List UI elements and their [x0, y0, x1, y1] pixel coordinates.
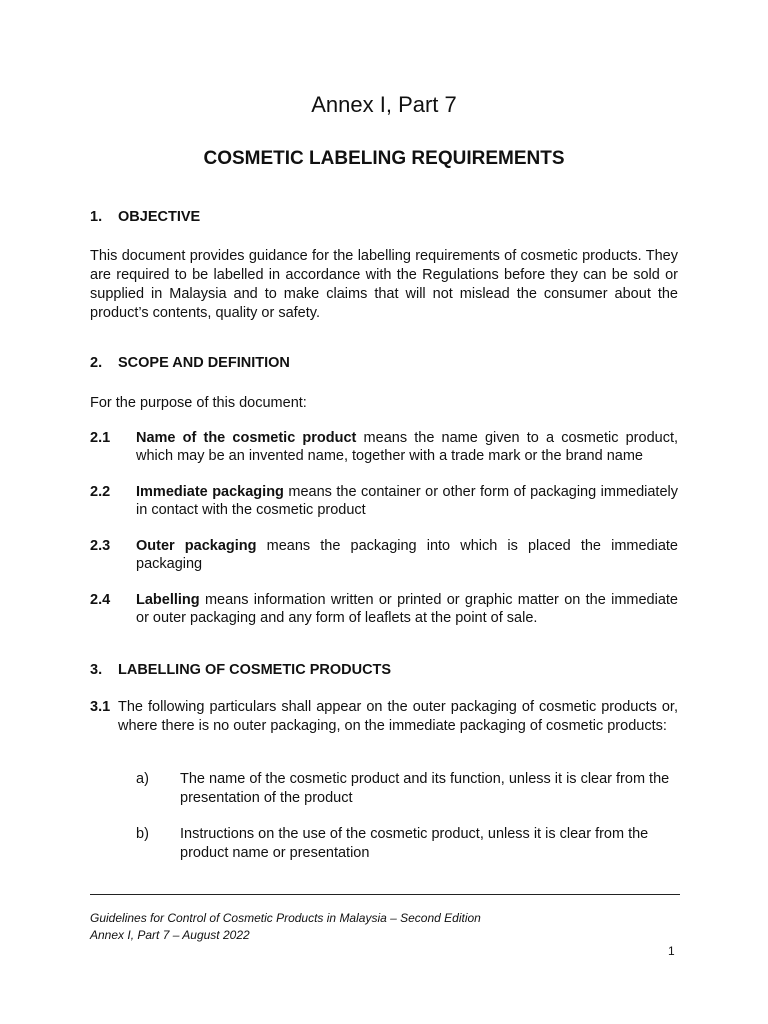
definition-term: Immediate packaging: [136, 484, 284, 500]
sub-item: [136, 770, 678, 808]
section-number: 1.: [90, 209, 103, 225]
sub-item-text: Instructions on the use of the cosmetic product, unless it is clear from the product name or presentation: [180, 826, 649, 861]
footer-annex-date: Annex I, Part 7 – August 2022: [90, 928, 250, 942]
definition-item: [90, 429, 678, 465]
footer-document-title: Guidelines for Control of Cosmetic Products in Malaysia – Second Edition: [90, 911, 481, 925]
definition-item: [90, 537, 678, 573]
objective-paragraph: This document provides guidance for the labelling requirements of cosmetic products. They are required to be labelled in accordance with the Regulations before they can be sold or supplied in Malaysia and to make claims that will not mislead the consumer about the product’s contents, quality or safety.: [90, 248, 678, 321]
sub-item-label: b): [136, 826, 149, 842]
sub-item-label: a): [136, 771, 149, 787]
definition-text: means the name given to a cosmetic product, which may be an invented name, together with a trade mark or the brand name: [136, 430, 678, 464]
definition-item: [90, 591, 678, 627]
definition-term: Labelling: [136, 592, 200, 608]
requirement-text: The following particulars shall appear on the outer packaging of cosmetic products or, where there is no outer packaging, on the immediate packaging of cosmetic products:: [118, 699, 678, 734]
definition-number: 2.1: [90, 430, 111, 446]
definition-number: 2.4: [90, 592, 111, 608]
definition-text: means information written or printed or graphic matter on the immediate or outer packaging and any form of leaflets at the point of sale.: [136, 592, 678, 626]
definition-text: means the container or other form of packaging immediately in contact with the cosmetic product: [136, 484, 678, 518]
section-title: OBJECTIVE: [118, 209, 201, 225]
requirement-item: [90, 698, 678, 736]
page-title: COSMETIC LABELING REQUIREMENTS: [203, 148, 565, 169]
footer-divider: [90, 894, 680, 895]
section-number: 2.: [90, 355, 103, 371]
section-heading-objective: [90, 209, 200, 225]
definition-text: means the packaging into which is placed the immediate packaging: [136, 538, 678, 572]
definition-item: [90, 483, 678, 519]
sub-item: [136, 825, 678, 863]
annex-title: Annex I, Part 7: [311, 92, 457, 117]
definition-term: Name of the cosmetic product: [136, 430, 357, 446]
section-number: 3.: [90, 662, 103, 678]
scope-intro: For the purpose of this document:: [90, 395, 307, 411]
section-title: SCOPE AND DEFINITION: [118, 355, 290, 371]
section-title: LABELLING OF COSMETIC PRODUCTS: [118, 662, 392, 678]
section-heading-labelling: [90, 662, 391, 678]
definition-term: Outer packaging: [136, 538, 257, 554]
definition-number: 2.3: [90, 538, 111, 554]
page-number: 1: [668, 944, 675, 958]
requirement-number: 3.1: [90, 699, 111, 715]
section-heading-scope: [90, 355, 290, 371]
sub-item-text: The name of the cosmetic product and its function, unless it is clear from the presentation of the product: [180, 771, 670, 806]
definition-number: 2.2: [90, 484, 111, 500]
